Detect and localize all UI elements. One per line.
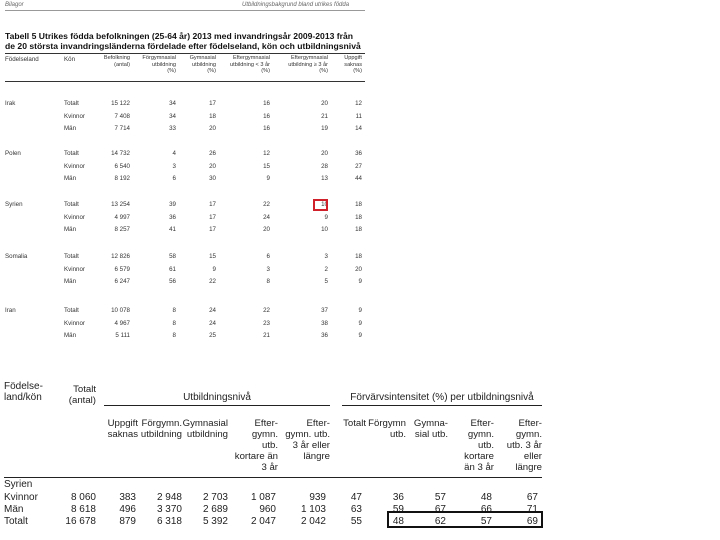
table1-header-rule	[5, 81, 365, 82]
t1-cell-miss: 18	[355, 213, 362, 221]
t1-header-missing	[330, 55, 362, 75]
t1-cell-eft2: 28	[321, 162, 328, 170]
t2-cell-gym: 5 392	[202, 516, 228, 527]
t1-cell-sex: Totalt	[64, 100, 79, 107]
t2-header-rule	[4, 477, 542, 478]
t1-cell-miss: 9	[358, 319, 362, 327]
t1-cell-forgym: 8	[172, 319, 176, 327]
t1-cell-pop: 15 122	[111, 100, 130, 107]
page-header-left: Bilagor	[5, 2, 24, 8]
t1-header-gym	[176, 55, 216, 75]
t2-header-ftotal	[332, 418, 366, 429]
t2-header-country	[4, 381, 43, 403]
t1-header-eftge3-2: utbildning ≥ 3 år	[288, 61, 328, 68]
t2-header-feftge3-1: Efter-	[518, 418, 542, 429]
t1-header-forgym-3: (%)	[167, 68, 176, 74]
t1-cell-sex: Kvinnor	[64, 319, 85, 327]
t1-cell-eft1: 9	[266, 175, 270, 182]
t1-cell-eft2: 13	[321, 175, 328, 182]
t1-cell-sex: Kvinnor	[64, 265, 85, 273]
t1-cell-eft2: 19	[321, 125, 328, 132]
t1-cell-sex: Män	[64, 175, 77, 182]
t2-header-eftge3-3: 3 år eller	[292, 440, 330, 451]
t1-cell-forgym: 3	[172, 162, 176, 170]
t2-header-eftge3-4: längre	[303, 451, 330, 462]
t1-cell-forgym: 34	[169, 112, 176, 120]
t2-header-fforgym	[366, 418, 406, 440]
t2-cell-feft2: 69	[526, 516, 538, 527]
t1-cell-eft1: 16	[263, 112, 270, 120]
t1-cell-sex: Kvinnor	[64, 112, 85, 120]
t1-cell-sex: Totalt	[64, 150, 79, 157]
t1-cell-pop: 6 247	[114, 278, 130, 285]
t1-cell-sex: Kvinnor	[64, 162, 85, 170]
t1-cell-eft1: 22	[263, 201, 270, 208]
t1-cell-gym: 17	[209, 100, 216, 107]
t1-cell-forgym: 61	[169, 265, 176, 273]
t1-cell-miss: 18	[355, 253, 362, 260]
t2-country-label: Syrien	[4, 479, 33, 490]
t2-cell-fforgym: 59	[392, 504, 404, 515]
t1-cell-pop: 4 967	[114, 319, 130, 327]
page-header-right: Utbildningsbakgrund bland utrikes födda	[242, 2, 350, 8]
t2-cell-fforgym: 36	[392, 492, 404, 503]
t1-country-somalia: Somalia	[5, 253, 28, 260]
t1-cell-pop: 4 997	[114, 213, 130, 221]
t1-cell-eft1: 6	[266, 253, 270, 260]
t1-cell-miss: 14	[355, 125, 362, 132]
t2-cell-eft2: 939	[309, 492, 326, 503]
t1-cell-forgym: 6	[172, 175, 176, 182]
t1-header-gym-3: (%)	[207, 68, 216, 74]
t2-cell-fgym: 62	[434, 516, 446, 527]
t1-cell-eft2: 21	[321, 112, 328, 120]
t2-header-missing-1: Uppgift	[107, 418, 138, 429]
t1-cell-pop: 8 192	[114, 175, 130, 182]
t1-cell-sex: Kvinnor	[64, 213, 85, 221]
t1-cell-miss: 44	[355, 175, 362, 182]
t1-cell-eft1: 16	[263, 125, 270, 132]
t1-cell-eft1: 16	[263, 100, 270, 107]
t1-cell-miss: 18	[355, 201, 362, 208]
t1-cell-sex: Män	[64, 278, 77, 285]
t1-header-sex: Kön	[64, 56, 76, 63]
t1-cell-eft2: 36	[321, 332, 328, 339]
t2-cell-fforgym: 48	[392, 516, 404, 527]
t2-header-feftge3-2: gymn.	[515, 429, 542, 440]
t2-cell-eft2: 1 103	[300, 504, 326, 515]
t1-header-eftlt3-2: utbildning < 3 år	[230, 61, 270, 68]
t1-cell-pop: 6 540	[114, 162, 130, 170]
t1-cell-forgym: 33	[169, 125, 176, 132]
t2-header-feftlt3-5: än 3 år	[464, 462, 494, 473]
t1-cell-gym: 18	[209, 112, 216, 120]
t2-cell-ftot: 63	[350, 504, 362, 515]
t2-cell-feft1: 66	[480, 504, 492, 515]
t2-header-fgym-1: Gymna-	[413, 418, 448, 429]
t2-header-fforgym-2: utb.	[389, 429, 406, 440]
t2-group-line-2	[342, 405, 542, 406]
t1-header-pop	[96, 55, 130, 68]
t1-cell-eft2: 10	[321, 201, 328, 208]
t2-header-eftlt3	[222, 418, 278, 473]
t1-cell-eft2: 9	[324, 213, 328, 221]
t2-header-eftlt3-4: kortare än	[234, 451, 278, 462]
t2-cell-ftot: 47	[350, 492, 362, 503]
t2-cell-miss: 383	[119, 492, 136, 503]
t2-header-forgym-1: Förgymn.	[141, 418, 182, 429]
t1-cell-miss: 27	[355, 162, 362, 170]
t1-cell-sex: Totalt	[64, 307, 79, 314]
t1-cell-sex: Totalt	[64, 253, 79, 260]
t1-header-missing-2: saknas	[344, 61, 362, 68]
t1-cell-gym: 22	[209, 278, 216, 285]
t1-cell-forgym: 36	[169, 213, 176, 221]
t2-header-feftge3-3: utb. 3 år	[506, 440, 542, 451]
t2-header-eftge3-1: Efter-	[306, 418, 330, 429]
t1-cell-forgym: 39	[169, 201, 176, 208]
t1-header-eftge3-3: (%)	[319, 68, 328, 74]
t1-cell-miss: 36	[355, 150, 362, 157]
t1-cell-eft2: 37	[321, 307, 328, 314]
t2-header-feftlt3-3: utb.	[477, 440, 494, 451]
t1-cell-gym: 17	[209, 213, 216, 221]
highlight-red-box	[313, 199, 328, 211]
t1-cell-gym: 15	[209, 253, 216, 260]
t1-header-eftge3-1: Eftergymnasial	[291, 55, 328, 61]
t2-cell-forgym: 6 318	[156, 516, 182, 527]
header-divider	[5, 10, 365, 11]
t2-header-eftlt3-3: utb.	[261, 440, 278, 451]
t1-cell-gym: 24	[209, 319, 216, 327]
t1-cell-miss: 20	[355, 265, 362, 273]
t1-cell-forgym: 8	[172, 332, 176, 339]
t2-cell-total: 8 618	[70, 504, 96, 515]
t1-cell-eft1: 21	[263, 332, 270, 339]
t2-header-feftlt3-4: kortare	[464, 451, 494, 462]
t1-cell-eft1: 12	[263, 150, 270, 157]
t2-cell-feft1: 48	[480, 492, 492, 503]
t2-header-eftge3-2: gymn. utb.	[285, 429, 330, 440]
t2-cell-total: 16 678	[65, 516, 96, 527]
t2-header-missing-2: saknas	[107, 429, 138, 440]
t2-header-fgym-2: sial utb.	[414, 429, 448, 440]
t2-header-feftlt3-1: Efter-	[470, 418, 494, 429]
t1-header-missing-3: (%)	[353, 68, 362, 74]
t1-cell-eft1: 15	[263, 162, 270, 170]
t2-header-eftlt3-1: Efter-	[254, 418, 278, 429]
t1-cell-gym: 17	[209, 201, 216, 208]
t1-cell-gym: 25	[209, 332, 216, 339]
t2-header-missing	[100, 418, 138, 440]
t2-header-eftge3	[272, 418, 330, 462]
t2-header-feftlt3-2: gymn.	[467, 429, 494, 440]
t1-cell-gym: 20	[209, 125, 216, 132]
t1-country-irak: Irak	[5, 100, 16, 107]
t1-cell-pop: 8 257	[114, 226, 130, 233]
t1-cell-miss: 18	[355, 226, 362, 233]
t2-header-eftlt3-2: gymn.	[251, 429, 278, 440]
t2-header-forgym	[134, 418, 182, 440]
t1-header-eftlt3-3: (%)	[261, 68, 270, 74]
t1-cell-gym: 26	[209, 150, 216, 157]
t1-header-eftlt3-1: Eftergymnasial	[233, 55, 270, 61]
t1-cell-forgym: 41	[169, 226, 176, 233]
t1-cell-forgym: 8	[172, 307, 176, 314]
t2-cell-feft1: 57	[480, 516, 492, 527]
highlight-black-box	[387, 511, 543, 528]
t2-header-feftge3-5: längre	[515, 462, 542, 473]
t1-cell-miss: 11	[355, 112, 362, 120]
t1-cell-pop: 7 714	[114, 125, 130, 132]
t1-cell-sex: Män	[64, 332, 77, 339]
t1-cell-pop: 10 078	[111, 307, 130, 314]
t1-cell-eft2: 10	[321, 226, 328, 233]
t1-cell-gym: 17	[209, 226, 216, 233]
t1-cell-miss: 12	[355, 100, 362, 107]
t1-cell-eft1: 22	[263, 307, 270, 314]
t2-header-country-2: land/kön	[4, 392, 42, 403]
t2-cell-miss: 496	[119, 504, 136, 515]
t1-cell-eft1: 20	[263, 226, 270, 233]
t1-cell-miss: 9	[358, 278, 362, 285]
t1-cell-eft2: 2	[324, 265, 328, 273]
t2-cell-ftot: 55	[350, 516, 362, 527]
t2-cell-fgym: 67	[434, 504, 446, 515]
t1-cell-miss: 9	[358, 307, 362, 314]
t1-cell-pop: 5 111	[115, 332, 130, 339]
t1-cell-pop: 13 254	[111, 201, 130, 208]
t1-header-gym-1: Gymnasial	[189, 55, 216, 61]
t1-country-iran: Iran	[5, 307, 16, 314]
t2-row-label: Kvinnor	[4, 492, 38, 503]
t2-header-country-1: Födelse-	[4, 381, 43, 392]
t2-header-gym-2: utbildning	[186, 429, 228, 440]
t2-cell-eft2: 2 042	[300, 516, 326, 527]
t1-cell-forgym: 58	[169, 253, 176, 260]
t2-cell-forgym: 3 370	[156, 504, 182, 515]
t2-cell-miss: 879	[119, 516, 136, 527]
t1-header-pop-2: (antal)	[114, 61, 130, 68]
t1-cell-eft2: 5	[324, 278, 328, 285]
t1-cell-eft2: 38	[321, 319, 328, 327]
t1-header-missing-1: Uppgift	[344, 55, 362, 61]
t2-cell-feft2: 67	[526, 492, 538, 503]
t2-header-forgym-2: utbildning	[140, 429, 182, 440]
t2-cell-gym: 2 689	[202, 504, 228, 515]
t2-cell-eft1: 2 047	[250, 516, 276, 527]
t2-header-eftlt3-5: 3 år	[261, 462, 278, 473]
t2-header-ftotal-1: Totalt	[343, 418, 366, 429]
t1-cell-pop: 14 732	[111, 150, 130, 157]
t1-header-gym-2: utbildning	[192, 61, 216, 68]
t1-cell-eft2: 3	[324, 253, 328, 260]
t2-cell-feft2: 71	[526, 504, 538, 515]
t1-header-eftge3	[272, 55, 328, 75]
t2-group-line-1	[104, 405, 330, 406]
t1-cell-sex: Män	[64, 125, 77, 132]
t2-cell-gym: 2 703	[202, 492, 228, 503]
t2-header-feftlt3	[450, 418, 494, 473]
t1-cell-eft1: 24	[263, 213, 270, 221]
t2-header-total-2: (antal)	[68, 395, 96, 406]
t1-cell-pop: 6 579	[114, 265, 130, 273]
t1-cell-gym: 9	[212, 265, 216, 273]
t1-cell-pop: 7 408	[114, 112, 130, 120]
table1-title	[5, 31, 370, 51]
t2-header-fgym	[404, 418, 448, 440]
t1-cell-eft2: 20	[321, 100, 328, 107]
t2-cell-fgym: 57	[434, 492, 446, 503]
t2-cell-eft1: 960	[259, 504, 276, 515]
t1-cell-sex: Män	[64, 226, 77, 233]
t2-row-label: Män	[4, 504, 24, 515]
table1-title-line1: Tabell 5 Utrikes födda befolkningen (25-64 år) 2013 med invandringsår 2009-2013 från	[5, 31, 354, 41]
table1-top-rule	[5, 53, 365, 54]
t2-header-fforgym-1: Förgymn	[368, 418, 406, 429]
t1-cell-sex: Totalt	[64, 201, 79, 208]
t1-header-forgym-1: Förgymnasial	[142, 55, 176, 61]
t1-header-forgym-2: utbildning	[152, 61, 176, 68]
t1-cell-pop: 12 826	[111, 253, 130, 260]
t2-header-gym-1: Gymnasial	[182, 418, 228, 429]
t1-cell-gym: 24	[209, 307, 216, 314]
t1-cell-forgym: 4	[172, 150, 176, 157]
t1-cell-gym: 30	[209, 175, 216, 182]
t1-cell-forgym: 56	[169, 278, 176, 285]
t2-header-total-1: Totalt	[73, 384, 96, 395]
t2-group-utbildningsniva: Utbildningsnivå	[183, 392, 251, 403]
t2-header-feftge3	[494, 418, 542, 473]
t1-cell-gym: 20	[209, 162, 216, 170]
t1-cell-eft2: 20	[321, 150, 328, 157]
t1-cell-forgym: 34	[169, 100, 176, 107]
t1-country-polen: Polen	[5, 150, 21, 157]
t1-header-country: Födelseland	[5, 56, 39, 63]
t2-cell-forgym: 2 948	[156, 492, 182, 503]
t2-row-label: Totalt	[4, 516, 28, 527]
t1-cell-eft1: 23	[263, 319, 270, 327]
t1-cell-eft1: 8	[266, 278, 270, 285]
t2-cell-total: 8 060	[70, 492, 96, 503]
t2-header-total	[60, 384, 96, 406]
t1-country-syrien: Syrien	[5, 201, 23, 208]
t1-header-eftlt3	[216, 55, 270, 75]
table1-title-line2: de 20 största invandringsländerna fördelade efter födelseland, kön och utbildningsnivå	[5, 41, 361, 51]
t1-cell-eft1: 3	[266, 265, 270, 273]
t2-header-feftge3-4: eller	[523, 451, 542, 462]
t2-cell-eft1: 1 087	[250, 492, 276, 503]
t1-header-forgym	[128, 55, 176, 75]
t1-cell-miss: 9	[358, 332, 362, 339]
t1-header-pop-1: Befolkning	[103, 55, 130, 61]
t2-group-forvarvsintensitet: Förvärvsintensitet (%) per utbildningsnivå	[350, 392, 534, 403]
